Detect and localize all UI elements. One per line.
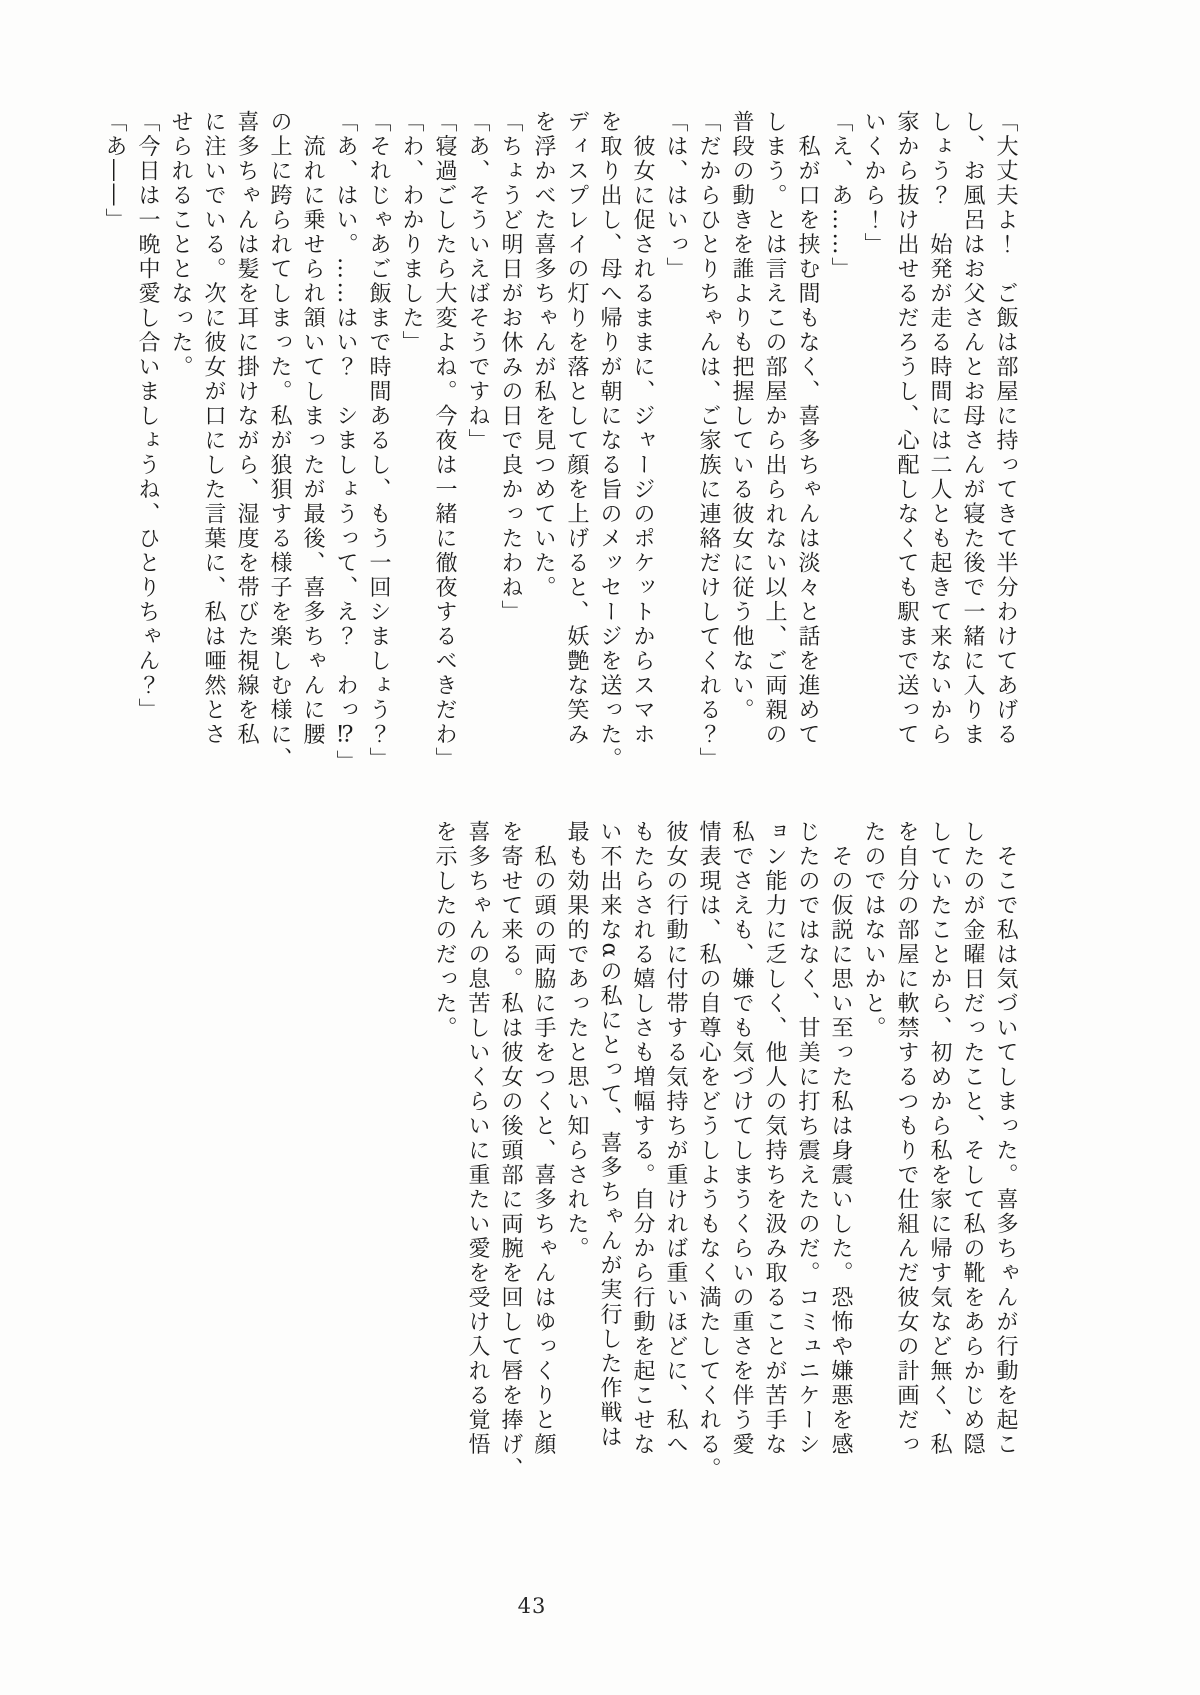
- text-line: しまう。とは言えこの部屋から出られない以上、ご両親の: [762, 110, 787, 747]
- text-line: 「寝過ごしたら大変よね。今夜は一緒に徹夜するべきだわ」: [432, 110, 457, 772]
- text-line: 「あ、はい。……はい？ シましょうって、え？ わっ⁉」: [333, 110, 358, 775]
- text-line: を寄せて来る。私は彼女の後頭部に両腕を回して唇を捧げ、: [498, 820, 523, 1482]
- text-line: の上に跨られてしまった。私が狼狽する様子を楽しむ様に、: [267, 110, 292, 772]
- text-line: 「大丈夫よ！ ご飯は部屋に持ってきて半分わけてあげる: [993, 110, 1018, 747]
- text-line: 彼女の行動に付帯する気持ちが重ければ重いほどに、私へ: [663, 820, 688, 1457]
- text-line: 流れに乗せられ頷いてしまったが最後、喜多ちゃんに腰: [300, 110, 325, 747]
- text-line: 喜多ちゃんは髪を耳に掛けながら、湿度を帯びた視線を私: [234, 110, 259, 747]
- text-line: したのが金曜日だったこと、そして私の靴をあらかじめ隠: [960, 820, 985, 1457]
- text-line: を自分の部屋に軟禁するつもりで仕組んだ彼女の計画だっ: [894, 820, 919, 1457]
- text-line: 「あ――」: [102, 110, 127, 233]
- text-line: 「それじゃあご飯まで時間あるし、もう一回シましょう？」: [366, 110, 391, 772]
- text-line: ディスプレイの灯りを落として顔を上げると、妖艶な笑み: [564, 110, 589, 747]
- text-line: せられることとなった。: [168, 110, 193, 380]
- text-line: 情表現は、私の自尊心をどうしようもなく満たしてくれる。: [696, 820, 721, 1482]
- lower-text-block: [428, 820, 1022, 1482]
- text-line: そこで私は気づいてしまった。喜多ちゃんが行動を起こ: [993, 820, 1018, 1457]
- upper-text-block: [98, 110, 1022, 775]
- text-line: を示したのだった。: [432, 820, 457, 1041]
- text-line: その仮説に思い至った私は身震いした。恐怖や嫌悪を感: [828, 820, 853, 1457]
- text-line: し、お風呂はお父さんとお母さんが寝た後で一緒に入りま: [960, 110, 985, 747]
- text-line: 普段の動きを誰よりも把握している彼女に従う他ない。: [729, 110, 754, 723]
- text-line: じたのではなく、甘美に打ち震えたのだ。コミュニケーシ: [795, 820, 820, 1457]
- text-line: 「あ、そういえばそうですね」: [465, 110, 490, 453]
- text-line: 「だからひとりちゃんは、ご家族に連絡だけしてくれる？」: [696, 110, 721, 772]
- text-line: を取り出し、母へ帰りが朝になる旨のメッセージを送った。: [597, 110, 622, 772]
- text-line: を浮かべた喜多ちゃんが私を見つめていた。: [531, 110, 556, 600]
- text-line: たのではないかと。: [861, 820, 886, 1041]
- text-line: 私が口を挟む間もなく、喜多ちゃんは淡々と話を進めて: [795, 110, 820, 747]
- text-line: に注いでいる。次に彼女が口にした言葉に、私は唖然とさ: [201, 110, 226, 747]
- text-line: いくから！」: [861, 110, 886, 257]
- text-line: 彼女に促されるままに、ジャージのポケットからスマホ: [630, 110, 655, 747]
- text-line: 私でさえも、嫌でも気づけてしまうくらいの重さを伴う愛: [729, 820, 754, 1457]
- text-line: しょう？ 始発が走る時間には二人とも起きて来ないから: [927, 110, 952, 747]
- text-line: 私の頭の両脇に手をつくと、喜多ちゃんはゆっくりと顔: [531, 820, 556, 1457]
- text-line: もたらされる嬉しさも増幅する。自分から行動を起こせな: [630, 820, 655, 1457]
- text-line: 喜多ちゃんの息苦しいくらいに重たい愛を受け入れる覚悟: [465, 820, 490, 1457]
- text-line: ョン能力に乏しく、他人の気持ちを汲み取ることが苦手な: [762, 820, 787, 1457]
- text-line: 家から抜け出せるだろうし、心配しなくても駅まで送って: [894, 110, 919, 747]
- text-line: していたことから、初めから私を家に帰す気など無く、私: [927, 820, 952, 1457]
- text-line: 「わ、わかりました」: [399, 110, 424, 355]
- text-line: 「ちょうど明日がお休みの日で良かったわね」: [498, 110, 523, 625]
- text-line: 「今日は一晩中愛し合いましょうね、ひとりちゃん？」: [135, 110, 160, 723]
- text-line: い不出来なαの私にとって、喜多ちゃんが実行した作戦は: [597, 820, 622, 1450]
- page-number: 43: [517, 1594, 547, 1618]
- text-line: 最も効果的であったと思い知らされた。: [564, 820, 589, 1261]
- text-line: 「は、はいっ」: [663, 110, 688, 282]
- text-line: 「え、あ……」: [828, 110, 853, 282]
